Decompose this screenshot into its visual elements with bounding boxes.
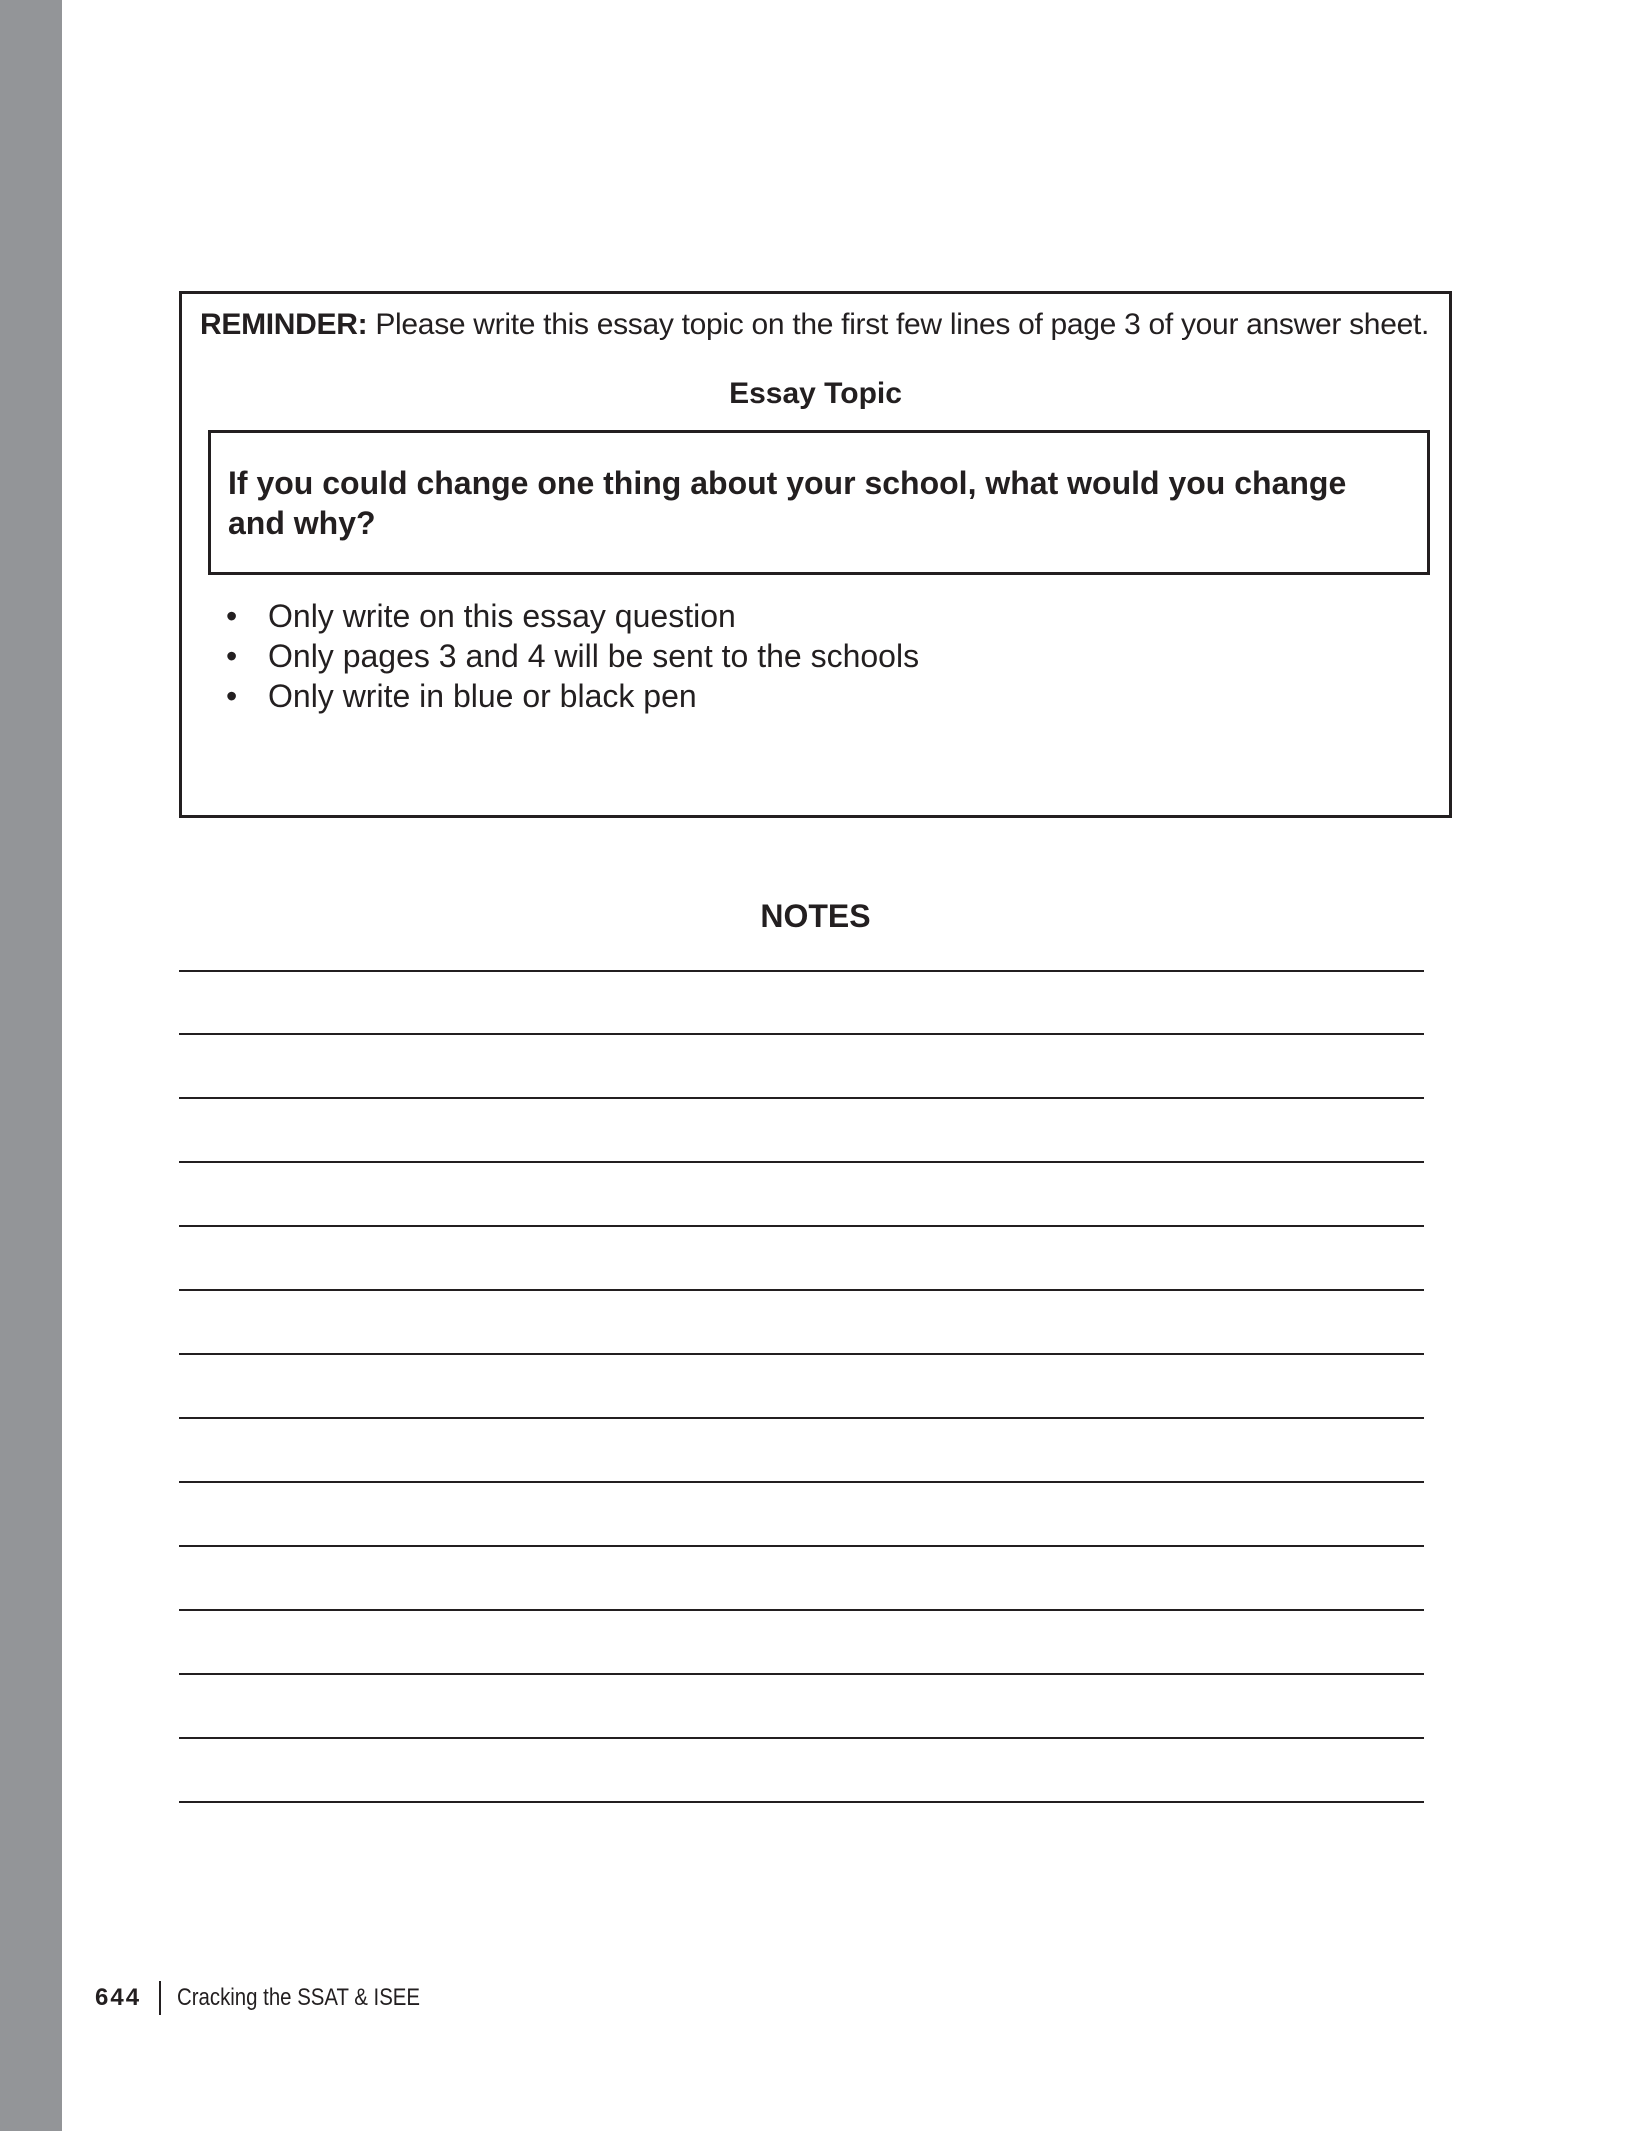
instruction-item: • Only write in blue or black pen: [226, 678, 697, 714]
reminder-line: [200, 308, 1429, 342]
bullet-icon: •: [226, 678, 238, 714]
page-number: 644: [95, 1984, 142, 2011]
notes-rule-line: [179, 1737, 1424, 1739]
notes-title: NOTES: [760, 898, 871, 934]
notes-rule-line: [179, 1801, 1424, 1803]
notes-rule-line: [179, 1033, 1424, 1035]
instruction-item: • Only pages 3 and 4 will be sent to the schools: [226, 638, 920, 674]
notes-rule-line: [179, 1289, 1424, 1291]
reminder-label: REMINDER:: [200, 308, 368, 341]
essay-question: If you could change one thing about your school, what would you change and why?: [228, 465, 1347, 541]
notes-rule-line: [179, 1225, 1424, 1227]
essay-topic-heading: Essay Topic: [729, 377, 902, 410]
essay-topic-box: [208, 430, 1430, 575]
book-title: Cracking the SSAT & ISEE: [177, 1984, 421, 2011]
notes-rule-line: [179, 1097, 1424, 1099]
notes-rule-line: [179, 1609, 1424, 1611]
side-margin-bar: [0, 0, 62, 2131]
instruction-item: • Only write on this essay question: [226, 598, 736, 634]
notes-rule-line: [179, 1353, 1424, 1355]
instruction-list: [226, 596, 919, 716]
notes-rule-line: [179, 970, 1424, 972]
notes-rule-line: [179, 1417, 1424, 1419]
notes-rule-line: [179, 1481, 1424, 1483]
reminder-text: Please write this essay topic on the first few lines of page 3 of your answer sheet.: [375, 308, 1430, 341]
notes-rule-line: [179, 1673, 1424, 1675]
page-footer: [95, 1980, 463, 2016]
notes-rule-line: [179, 1161, 1424, 1163]
bullet-icon: •: [226, 638, 238, 674]
notes-rule-line: [179, 1545, 1424, 1547]
essay-instructions-box: [179, 291, 1452, 818]
footer-divider: [159, 1981, 161, 2015]
bullet-icon: •: [226, 598, 238, 634]
